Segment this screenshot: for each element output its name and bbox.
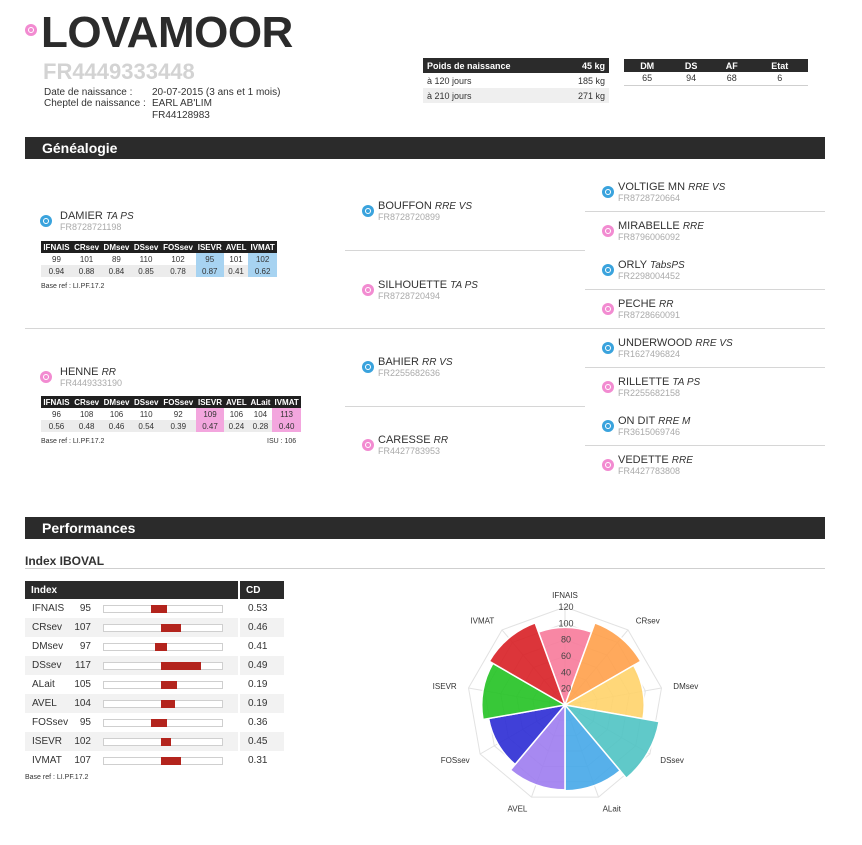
dam-index-header-dssev: DSsev (132, 396, 161, 408)
chart-category-label: DMsev (673, 681, 699, 691)
sire-base-ref: Base ref : LI.PF.17.2 (41, 283, 105, 290)
iboval-label: DMsev (32, 641, 64, 652)
dev-header-dm: DM (624, 59, 670, 72)
female-sex-icon (602, 225, 614, 237)
iboval-underline (25, 568, 825, 569)
iboval-bar-fill (161, 700, 175, 708)
male-sex-icon (40, 215, 52, 227)
grandparent-1-name-line (378, 200, 472, 212)
iboval-row-ivmat (25, 751, 284, 770)
sire-index-header-fossev: FOSsev (160, 241, 195, 253)
male-sex-icon (602, 342, 614, 354)
iboval-bar-fill (151, 719, 167, 727)
iboval-row-dmsev (25, 637, 284, 656)
iboval-bar-track (103, 662, 223, 670)
iboval-cd: 0.19 (248, 679, 268, 690)
iboval-row-alait (25, 675, 284, 694)
dam-index-header-ifnais: IFNAIS (41, 396, 72, 408)
great-grandparent-4-name: PECHE (618, 298, 656, 310)
great-grandparent-1-name: VOLTIGE MN (618, 181, 686, 193)
dam-index-value-alait: 104 (253, 409, 268, 419)
great-grandparent-5-tag: RRE VS (695, 338, 733, 349)
iboval-value: 102 (73, 732, 103, 751)
sire-index-header-ivmat: IVMAT (248, 241, 277, 253)
herd-name: EARL AB'LIM (152, 98, 212, 109)
dam-index-table (41, 396, 301, 432)
iboval-row-fossev (25, 713, 284, 732)
chart-category-label: FOSsev (440, 756, 470, 765)
great-grandparent-8-name-line (618, 454, 693, 466)
chart-tick-label: 20 (560, 683, 572, 694)
dev-value-dm: 65 (624, 72, 670, 85)
dam-cd-value-ifnais: 0.56 (41, 420, 72, 432)
iboval-title: Index IBOVAL (25, 554, 105, 568)
sire-index-header-avel: AVEL (225, 242, 247, 252)
dam-index-value-isevr: 109 (196, 408, 224, 420)
dam-index-header-isevr: ISEVR (196, 396, 224, 408)
iboval-bar-cell (103, 751, 239, 770)
dam-index-value-crsev: 108 (79, 409, 94, 419)
dam-index-value-dmsev: 106 (109, 409, 124, 419)
iboval-value: 95 (79, 717, 91, 728)
chart-tick-label: 120 (558, 602, 574, 612)
dam-index-header-dmsev: DMsev (101, 396, 131, 408)
dam-cd-value-dmsev: 0.46 (101, 420, 131, 432)
dam-cd-value-crsev: 0.48 (72, 420, 101, 432)
iboval-value: 107 (74, 755, 91, 766)
sire-cd-value-dssev: 0.85 (132, 265, 161, 277)
great-grandparent-3-tag: TabsPS (650, 260, 685, 271)
iboval-bar-cell (103, 675, 239, 694)
iboval-bar-track (103, 700, 223, 708)
iboval-value: 104 (73, 694, 103, 713)
dam-index-values-row (41, 408, 301, 420)
great-grandparent-2-name: MIRABELLE (618, 220, 680, 232)
chart-category-label: AVEL (507, 804, 528, 814)
iboval-bar-track (103, 681, 223, 689)
dam-index-value-avel: 106 (229, 409, 244, 419)
sire-index-value-ifnais: 99 (52, 254, 61, 264)
great-grandparent-7-name-line (618, 415, 690, 427)
sire-index-values-row (41, 253, 277, 265)
dam-index-header-ivmat: IVMAT (272, 396, 301, 408)
dam-cd-value-alait: 0.28 (249, 420, 273, 432)
grandparent-divider-2 (345, 406, 585, 407)
male-sex-icon (602, 186, 614, 198)
sire-cd-value-dmsev: 0.84 (101, 265, 131, 277)
sire-id: FR8728721198 (60, 222, 122, 232)
iboval-table (25, 581, 284, 770)
animal-national-id: FR4449333448 (43, 59, 195, 84)
chart-tick-label: 100 (558, 618, 574, 629)
dam-id: FR4449333190 (60, 378, 123, 388)
dam-index-value-ivmat: 113 (272, 408, 301, 420)
iboval-row-dssev (25, 656, 284, 675)
dam-cd-value-fossev: 0.39 (161, 420, 196, 432)
dam-name: HENNE (60, 366, 99, 378)
iboval-bar-fill (161, 738, 171, 746)
iboval-rows (25, 599, 284, 770)
chart-tick-label: 80 (560, 634, 572, 645)
female-sex-icon (602, 381, 614, 393)
sire-name: DAMIER (60, 210, 103, 222)
chart-category-label: IVMAT (470, 616, 495, 626)
female-sex-icon (40, 371, 52, 383)
iboval-label: DSsev (25, 656, 73, 675)
dam-index-header-crsev: CRsev (72, 396, 101, 408)
female-sex-icon (25, 24, 37, 36)
sire-cd-value-ifnais: 0.94 (41, 265, 72, 277)
weight-120-value: 185 kg (577, 75, 605, 86)
iboval-value: 97 (79, 641, 91, 652)
great-grandparent-6-name-line (618, 376, 700, 388)
iboval-polar-chart (415, 588, 715, 823)
birth-date-label: Date de naissance : (44, 87, 133, 98)
herd-label: Cheptel de naissance : (44, 98, 146, 109)
iboval-index-header: Index (25, 581, 239, 599)
sire-index-header-ifnais: IFNAIS (41, 241, 72, 253)
sire-tag: TA PS (105, 211, 134, 222)
iboval-cd: 0.49 (239, 656, 284, 675)
genealogy-section-header: Généalogie (25, 137, 825, 159)
sire-index-value-crsev: 101 (79, 254, 94, 264)
iboval-label: IVMAT (32, 755, 62, 766)
great-grandparent-8-tag: RRE (671, 455, 693, 466)
grandparent-3-id: FR2255682636 (378, 368, 441, 378)
grandparent-3-name-line (378, 356, 453, 368)
iboval-bar-fill (151, 605, 167, 613)
dam-cd-value-ivmat: 0.40 (272, 420, 301, 432)
iboval-bar-cell (103, 656, 239, 675)
sire-cd-value-isevr: 0.87 (196, 265, 224, 277)
sire-index-header-crsev: CRsev (72, 241, 101, 253)
dam-index-header-row (41, 396, 301, 408)
grandparent-4-name-line (378, 434, 448, 446)
great-grandparent-5-name-line (618, 337, 733, 349)
male-sex-icon (602, 420, 614, 432)
great-grandparent-5-id: FR1627496824 (618, 349, 681, 359)
iboval-row-ifnais (25, 599, 284, 618)
iboval-cd: 0.53 (248, 603, 268, 614)
iboval-bar-cell (103, 713, 239, 732)
great-grandparent-1-name-line (618, 181, 725, 193)
iboval-bar-track (103, 738, 223, 746)
iboval-cd: 0.31 (248, 755, 268, 766)
iboval-bar-fill (161, 624, 181, 632)
sire-cd-value-fossev: 0.78 (160, 265, 195, 277)
performances-section-header: Performances (25, 517, 825, 539)
male-sex-icon (362, 205, 374, 217)
great-grandparent-6-id: FR2255682158 (618, 388, 681, 398)
dam-index-value-dssev: 110 (139, 409, 153, 419)
grandparent-3-tag: RR VS (422, 357, 453, 368)
dev-value-ds: 94 (670, 72, 711, 85)
weight-210-label: à 210 jours (423, 88, 558, 103)
chart-category-label: DSsev (660, 756, 684, 765)
iboval-bar-track (103, 719, 223, 727)
ggp-divider-3 (585, 367, 825, 368)
iboval-value: 95 (79, 603, 91, 614)
grandparent-4-id: FR4427783953 (378, 446, 441, 456)
ggp-divider-2 (585, 289, 825, 290)
iboval-cd-header: CD (239, 581, 284, 599)
iboval-label: CRsev (25, 618, 73, 637)
iboval-bar-cell (103, 732, 239, 751)
iboval-bar-fill (161, 757, 181, 765)
grandparent-3-name: BAHIER (378, 356, 419, 368)
grandparent-2-name-line (378, 279, 478, 291)
great-grandparent-7-tag: RRE M (658, 416, 691, 427)
sire-index-header-dssev: DSsev (132, 241, 161, 253)
iboval-bar-cell (103, 618, 239, 637)
dam-tag: RR (101, 367, 117, 378)
great-grandparent-8-id: FR4427783808 (618, 466, 681, 476)
great-grandparent-2-name-line (618, 220, 704, 232)
sire-name-line (60, 210, 134, 222)
grandparent-2-tag: TA PS (450, 280, 478, 291)
dev-header-etat: Etat (752, 59, 808, 72)
sire-index-value-dmsev: 89 (111, 254, 121, 264)
iboval-row-crsev (25, 618, 284, 637)
iboval-bar-track (103, 605, 223, 613)
iboval-label: FOSsev (32, 717, 69, 728)
birth-weight: 45 kg (558, 58, 609, 73)
iboval-bar-fill (161, 662, 201, 670)
ggp-divider-4 (585, 445, 825, 446)
genealogy-divider (25, 328, 825, 329)
great-grandparent-2-tag: RRE (682, 221, 704, 232)
weights-table (423, 58, 609, 103)
great-grandparent-8-name: VEDETTE (618, 454, 669, 466)
chart-category-label: IFNAIS (552, 591, 578, 600)
dam-index-value-ifnais: 96 (52, 409, 61, 419)
sire-cd-value-avel: 0.41 (224, 265, 248, 277)
iboval-label: IFNAIS (32, 603, 65, 614)
sire-cd-value-ivmat: 0.62 (248, 265, 277, 277)
iboval-bar-fill (155, 643, 167, 651)
chart-category-label: ISEVR (432, 681, 457, 691)
dam-cd-value-dssev: 0.54 (132, 420, 161, 432)
weight-210-value: 271 kg (558, 88, 609, 103)
chart-tick-label: 60 (560, 651, 572, 661)
grandparent-divider-1 (345, 250, 585, 251)
great-grandparent-1-id: FR8728720664 (618, 193, 681, 203)
iboval-row-avel (25, 694, 284, 713)
dev-header-af: AF (712, 59, 752, 72)
great-grandparent-7-id: FR3615069746 (618, 427, 681, 437)
grandparent-1-tag: RRE VS (434, 201, 473, 212)
sire-index-value-ivmat: 102 (248, 253, 277, 265)
iboval-value: 117 (73, 656, 103, 675)
chart-category-label: ALait (602, 804, 621, 814)
grandparent-2-id: FR8728720494 (378, 291, 441, 301)
sire-index-value-isevr: 95 (196, 253, 224, 265)
ggp-divider-1 (585, 211, 825, 212)
weight-120-label: à 120 jours (427, 75, 472, 86)
iboval-bar-cell (103, 599, 239, 618)
great-grandparent-4-tag: RR (658, 299, 674, 310)
iboval-label: AVEL (25, 694, 73, 713)
iboval-bar-cell (103, 637, 239, 656)
great-grandparent-6-tag: TA PS (672, 377, 701, 388)
sire-cd-row (41, 265, 277, 277)
great-grandparent-1-tag: RRE VS (688, 182, 726, 193)
great-grandparent-3-name-line (618, 259, 685, 271)
sire-cd-value-crsev: 0.88 (72, 265, 101, 277)
male-sex-icon (362, 361, 374, 373)
iboval-cd: 0.36 (248, 717, 268, 728)
iboval-bar-fill (161, 681, 177, 689)
dam-base-ref: Base ref : LI.PF.17.2 (41, 438, 105, 445)
grandparent-4-tag: RR (433, 435, 449, 446)
iboval-cd: 0.46 (239, 618, 284, 637)
sire-index-header-isevr: ISEVR (196, 241, 224, 253)
sire-index-header-dmsev: DMsev (101, 241, 131, 253)
dam-isu: ISU : 106 (267, 438, 297, 445)
sire-index-value-dssev: 110 (139, 254, 153, 264)
great-grandparent-4-id: FR8728660091 (618, 310, 681, 320)
sire-index-header-row (41, 241, 277, 253)
female-sex-icon (602, 303, 614, 315)
sire-index-value-avel: 101 (229, 254, 243, 264)
iboval-cd: 0.45 (239, 732, 284, 751)
iboval-bar-cell (103, 694, 239, 713)
dev-header-ds: DS (670, 59, 711, 72)
dam-name-line (60, 366, 116, 378)
iboval-cd: 0.19 (239, 694, 284, 713)
iboval-label: ISEVR (25, 732, 73, 751)
iboval-bar-track (103, 624, 223, 632)
female-sex-icon (602, 459, 614, 471)
iboval-bar-track (103, 643, 223, 651)
iboval-row-isevr (25, 732, 284, 751)
great-grandparent-6-name: RILLETTE (618, 376, 670, 388)
sire-index-value-fossev: 102 (171, 254, 185, 264)
great-grandparent-3-name: ORLY (618, 259, 647, 271)
dam-cd-row (41, 420, 301, 432)
birth-date-value: 20-07-2015 (3 ans et 1 mois) (152, 87, 281, 98)
sire-index-table (41, 241, 277, 277)
male-sex-icon (602, 264, 614, 276)
iboval-value: 107 (73, 618, 103, 637)
chart-category-label: CRsev (635, 616, 660, 626)
dam-index-header-avel: AVEL (226, 397, 247, 407)
grandparent-1-id: FR8728720899 (378, 212, 441, 222)
grandparent-2-name: SILHOUETTE (378, 279, 448, 291)
animal-name: LOVAMOOR (41, 8, 293, 57)
great-grandparent-3-id: FR2298004452 (618, 271, 681, 281)
grandparent-4-name: CARESSE (378, 434, 431, 446)
dam-cd-value-isevr: 0.47 (196, 420, 224, 432)
iboval-label: ALait (32, 679, 55, 690)
iboval-cd: 0.41 (248, 641, 268, 652)
weights-title: Poids de naissance (423, 58, 558, 73)
chart-tick-label: 40 (560, 667, 572, 678)
grandparent-1-name: BOUFFON (378, 200, 432, 212)
great-grandparent-7-name: ON DIT (618, 415, 656, 427)
great-grandparent-2-id: FR8796006092 (618, 232, 681, 242)
development-table (624, 59, 808, 86)
great-grandparent-4-name-line (618, 298, 673, 310)
iboval-bar-track (103, 757, 223, 765)
dev-value-af: 68 (712, 72, 752, 85)
dam-cd-value-avel: 0.24 (224, 420, 248, 432)
dam-index-header-alait: ALait (250, 397, 271, 407)
iboval-base-ref: Base ref : LI.PF.17.2 (25, 774, 89, 781)
female-sex-icon (362, 284, 374, 296)
female-sex-icon (362, 439, 374, 451)
herd-id: FR44128983 (152, 110, 210, 121)
dev-value-etat: 6 (752, 72, 808, 85)
great-grandparent-5-name: UNDERWOOD (618, 337, 693, 349)
dam-index-header-fossev: FOSsev (161, 396, 196, 408)
dam-index-value-fossev: 92 (173, 409, 183, 419)
iboval-value: 105 (74, 679, 91, 690)
